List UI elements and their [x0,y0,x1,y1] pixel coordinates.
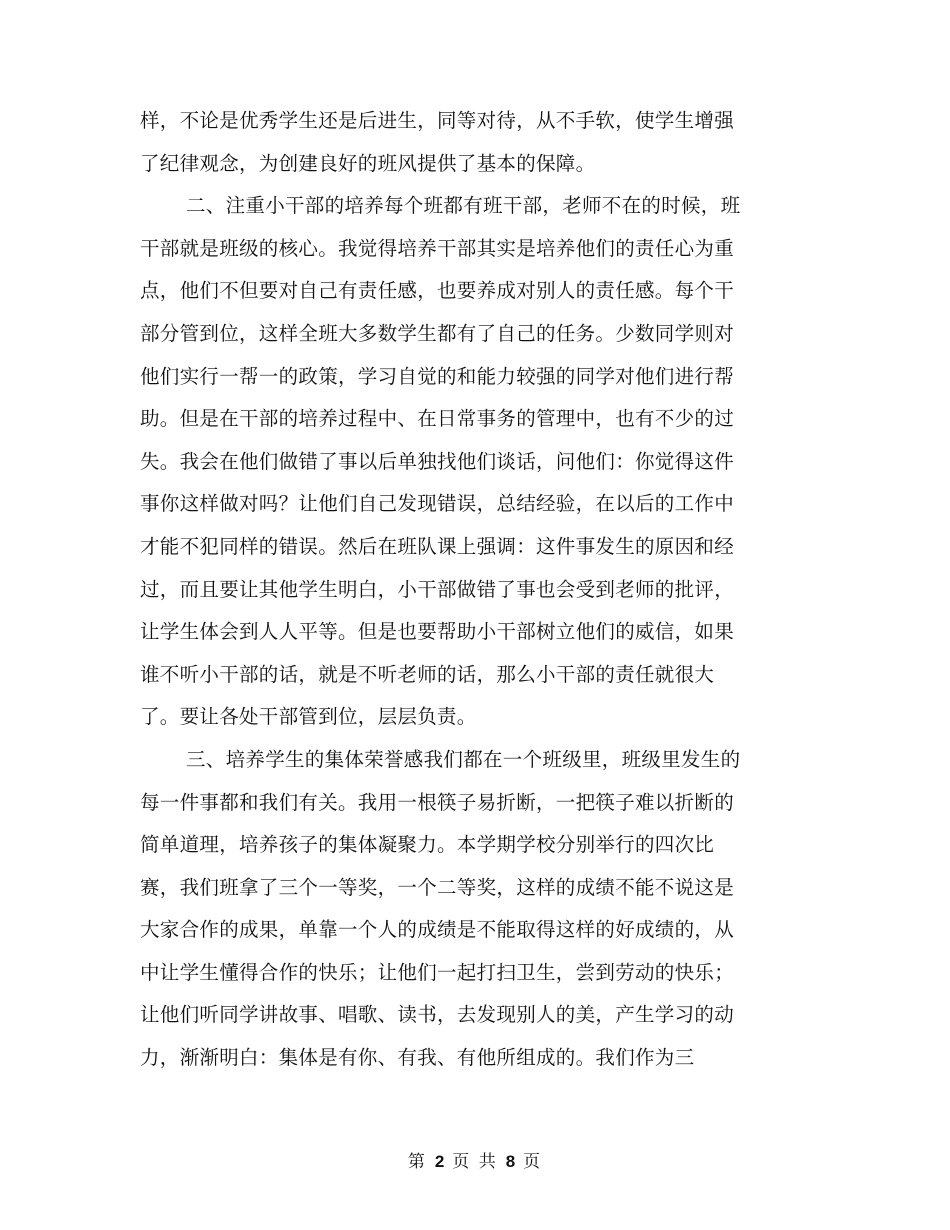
page-footer [0,1150,950,1174]
footer-prefix: 第 [407,1152,427,1172]
text-line: 了。要让各处干部管到位，层层负责。 [140,705,477,729]
text-line: 部分管到位，这样全班大多数学生都有了自己的任务。少数同学则对 [140,321,735,345]
document-body [140,100,820,1080]
text-line: 力，渐渐明白：集体是有你、有我、有他所组成的。我们作为三 [140,1046,695,1070]
total-pages-number: 8 [505,1152,516,1171]
text-line: 干部就是班级的核心。我觉得培养干部其实是培养他们的责任心为重 [140,236,735,260]
text-line: 大家合作的成果，单靠一个人的成绩是不能取得这样的好成绩的，从 [140,918,735,942]
footer-middle: 页 共 [452,1152,498,1172]
text-line: 了纪律观念，为创建良好的班风提供了基本的保障。 [140,151,596,175]
text-line: 让他们听同学讲故事、唱歌、读书，去发现别人的美，产生学习的动 [140,1003,735,1027]
text-line: 过，而且要让其他学生明白，小干部做错了事也会受到老师的批评， [140,577,735,601]
text-line: 三、培养学生的集体荣誉感我们都在一个班级里，班级里发生的 [186,747,741,771]
text-line: 让学生体会到人人平等。但是也要帮助小干部树立他们的威信，如果 [140,620,735,644]
text-line: 中让学生懂得合作的快乐；让他们一起打扫卫生，尝到劳动的快乐； [140,960,735,984]
text-line: 每一件事都和我们有关。我用一根筷子易折断，一把筷子难以折断的 [140,790,735,814]
footer-suffix: 页 [523,1152,543,1172]
current-page-number: 2 [434,1152,445,1171]
text-line: 助。但是在干部的培养过程中、在日常事务的管理中，也有不少的过 [140,407,735,431]
text-line: 点，他们不但要对自己有责任感，也要养成对别人的责任感。每个干 [140,279,735,303]
text-line: 失。我会在他们做错了事以后单独找他们谈话，问他们：你觉得这件 [140,449,735,473]
text-line: 赛，我们班拿了三个一等奖，一个二等奖，这样的成绩不能不说这是 [140,875,735,899]
text-line: 简单道理，培养孩子的集体凝聚力。本学期学校分别举行的四次比 [140,833,715,857]
text-line: 样，不论是优秀学生还是后进生，同等对待，从不手软，使学生增强 [140,109,735,132]
text-line: 二、注重小干部的培养每个班都有班干部，老师不在的时候，班 [186,194,741,218]
text-line: 他们实行一帮一的政策，学习自觉的和能力较强的同学对他们进行帮 [140,364,735,388]
text-line: 事你这样做对吗？让他们自己发现错误，总结经验，在以后的工作中 [140,492,735,516]
text-line: 才能不犯同样的错误。然后在班队课上强调：这件事发生的原因和经 [140,534,735,558]
text-line: 谁不听小干部的话，就是不听老师的话，那么小干部的责任就很大 [140,662,715,686]
